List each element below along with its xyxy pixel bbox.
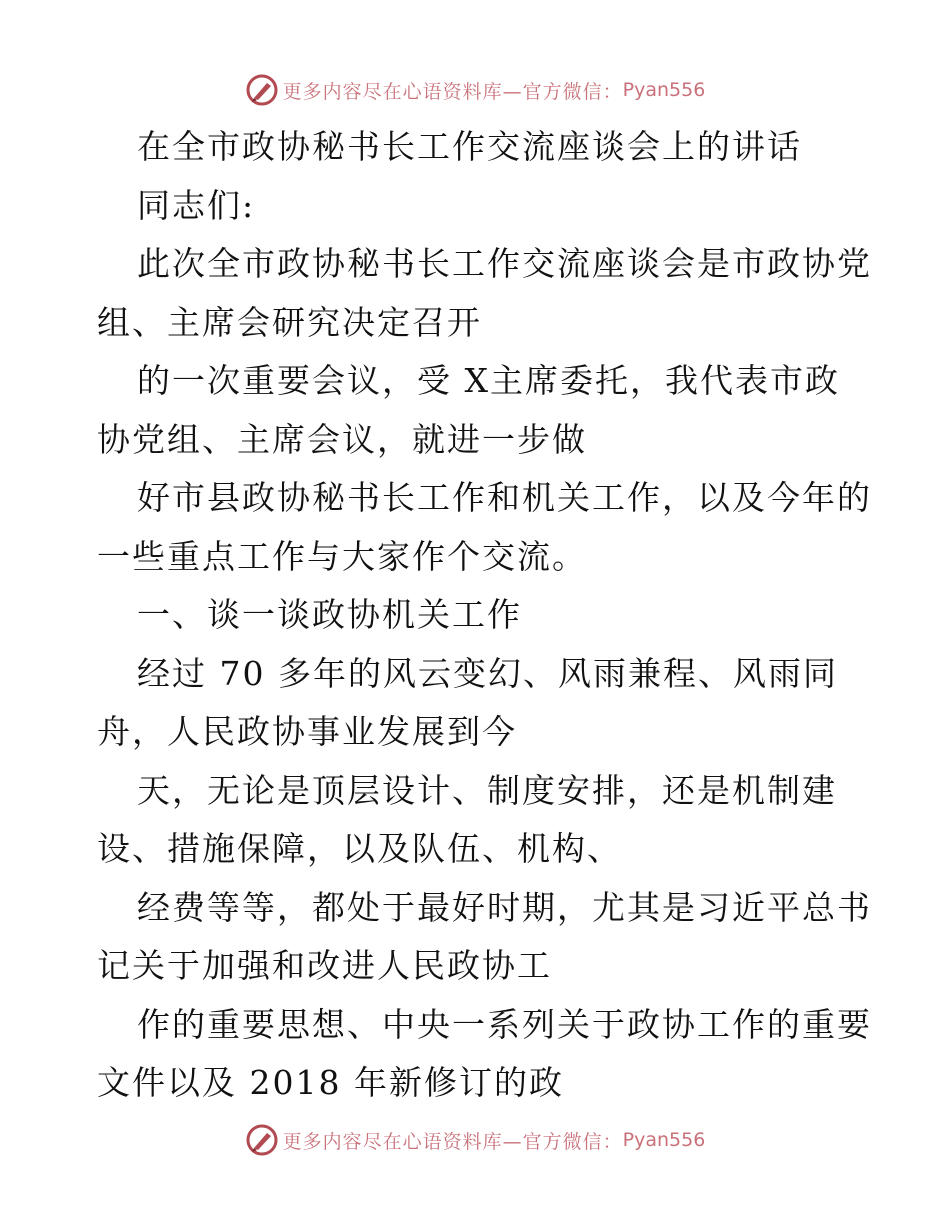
paragraph-line: 天，无论是顶层设计、制度安排，还是机制建	[137, 770, 837, 810]
footer-wechat-id: Pyan556	[622, 1129, 706, 1151]
header-wechat-id: Pyan556	[622, 79, 706, 101]
paragraph-line: 此次全市政协秘书长工作交流座谈会是市政协党	[137, 244, 872, 283]
header-watermark	[0, 70, 950, 110]
paragraph-line: 舟，人民政协事业发展到今	[97, 712, 517, 751]
footer-tagline: 更多内容尽在心语资料库—官方微信：	[282, 1130, 623, 1153]
pen-logo-icon	[245, 1123, 279, 1157]
paragraph-line: 记关于加强和改进人民政协工	[97, 946, 552, 985]
document-title: 在全市政协秘书长工作交流座谈会上的讲话	[137, 127, 802, 166]
paragraph-line: 经费等等，都处于最好时期，尤其是习近平总书	[137, 887, 872, 927]
paragraph-line: 的一次重要会议，受 X主席委托，我代表市政	[137, 361, 840, 400]
pen-logo-icon	[245, 73, 279, 107]
document-body	[97, 118, 872, 1113]
paragraph-line: 文件以及 2018 年新修订的政	[97, 1063, 564, 1102]
paragraph-line: 协党组、主席会议，就进一步做	[97, 419, 587, 459]
paragraph-line: 组、主席会研究决定召开	[97, 302, 482, 342]
paragraph-line: 设、措施保障，以及队伍、机构、	[97, 829, 622, 868]
salutation: 同志们:	[137, 185, 256, 225]
paragraph-line: 一些重点工作与大家作个交流。	[97, 536, 587, 576]
header-tagline: 更多内容尽在心语资料库—官方微信：	[282, 80, 623, 103]
paragraph-line: 经过 70 多年的风云变幻、风雨兼程、风雨同	[137, 653, 838, 693]
paragraph-line: 好市县政协秘书长工作和机关工作，以及今年的	[137, 478, 872, 517]
footer-watermark	[0, 1120, 950, 1160]
paragraph-line: 作的重要思想、中央一系列关于政协工作的重要	[137, 1004, 872, 1044]
section-heading: 一、谈一谈政协机关工作	[137, 595, 522, 634]
